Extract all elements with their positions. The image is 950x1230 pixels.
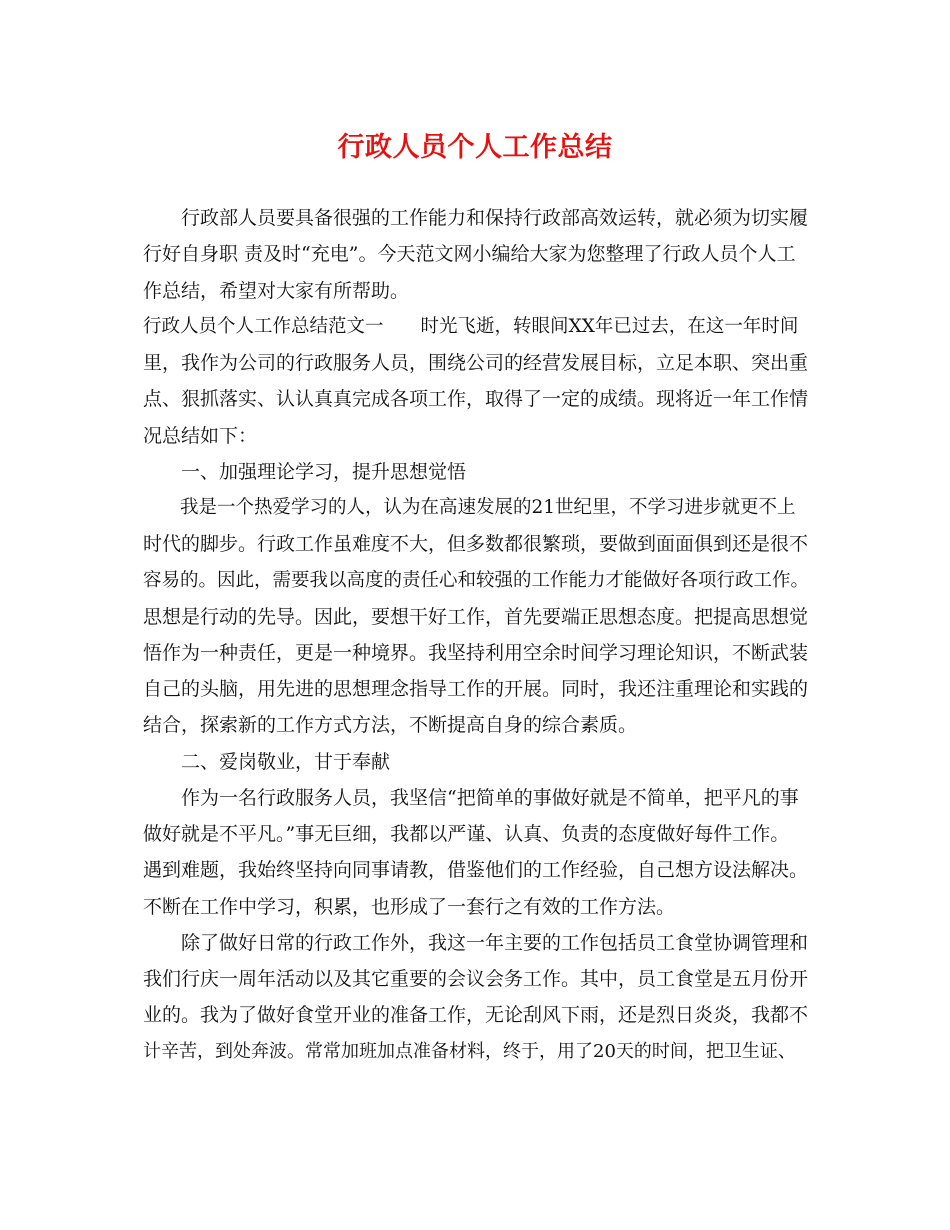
body-line: 行政部人员要具备很强的工作能力和保持行政部高效运转，就必须为切实履 — [143, 207, 809, 229]
body-line: 自己的头脑，用先进的思想理念指导工作的开展。同时，我还注重理论和实践的 — [143, 678, 809, 700]
section-heading: 一、加强理论学习，提升思想觉悟 — [143, 461, 467, 483]
body-line: 我们行庆一周年活动以及其它重要的会议会务工作。其中，员工食堂是五月份开 — [143, 968, 809, 990]
body-line: 点、狠抓落实、认认真真完成各项工作，取得了一定的成绩。现将近一年工作情 — [143, 388, 809, 410]
body-line: 思想是行动的先导。因此，要想干好工作，首先要端正思想态度。把提高思想觉 — [143, 606, 809, 628]
body-line: 除了做好日常的行政工作外，我这一年主要的工作包括员工食堂协调管理和 — [143, 932, 809, 954]
body-line: 作为一名行政服务人员，我坚信“把简单的事做好就是不简单，把平凡的事 — [143, 787, 799, 809]
body-line: 行好自身职 责及时“充电”。今天范文网小编给大家为您整理了行政人员个人工 — [143, 243, 796, 265]
section-heading: 二、爱岗敬业，甘于奉献 — [143, 751, 391, 773]
body-line: 结合，探索新的工作方式方法，不断提高自身的综合素质。 — [143, 714, 638, 736]
body-line: 时代的脚步。行政工作虽难度不大，但多数都很繁琐，要做到面面俱到还是很不 — [143, 533, 809, 555]
body-line: 行政人员个人工作总结范文一 时光飞逝，转眼间XX年已过去，在这一年时间 — [143, 316, 799, 337]
body-line: 作总结，希望对大家有所帮助。 — [143, 280, 410, 302]
body-line: 计辛苦，到处奔波。常常加班加点准备材料，终于，用了20天的时间，把卫生证、 — [143, 1041, 796, 1062]
body-line: 做好就是不平凡。”事无巨细，我都以严谨、认真、负责的态度做好每件工作。 — [143, 823, 790, 845]
body-line: 不断在工作中学习，积累，也形成了一套行之有效的工作方法。 — [143, 896, 676, 918]
body-line: 里，我作为公司的行政服务人员，围绕公司的经营发展目标，立足本职、突出重 — [143, 352, 809, 374]
body-line: 业的。我为了做好食堂开业的准备工作，无论刮风下雨，还是烈日炎炎，我都不 — [143, 1004, 809, 1026]
body-line: 遇到难题，我始终坚持向同事请教，借鉴他们的工作经验，自己想方设法解决。 — [143, 859, 809, 881]
body-line: 悟作为一种责任，更是一种境界。我坚持利用空余时间学习理论知识，不断武装 — [143, 642, 809, 664]
body-line: 况总结如下： — [143, 425, 258, 447]
body-line: 我是一个热爱学习的人，认为在高速发展的21世纪里，不学习进步就更不上 — [143, 497, 796, 518]
body-line: 容易的。因此，需要我以高度的责任心和较强的工作能力才能做好各项行政工作。 — [143, 570, 810, 591]
document-title: 行政人员个人工作总结 — [337, 132, 613, 163]
